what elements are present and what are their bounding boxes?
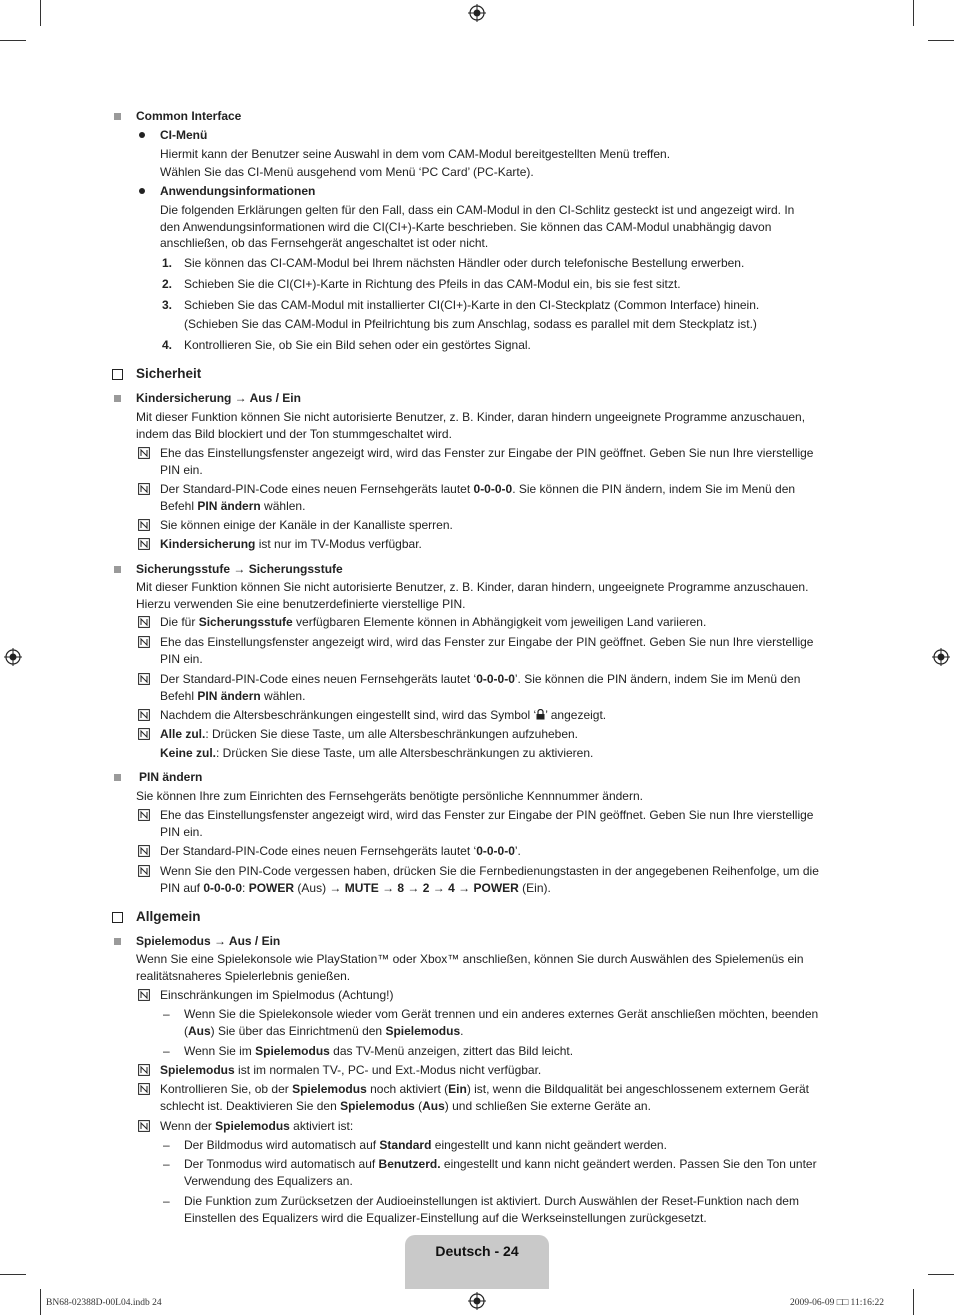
print-timestamp: 2009-06-09 □□ 11:16:22: [790, 1298, 884, 1308]
pin-note-2: Der Standard-PIN-Code eines neuen Fernsehgeräts lautet ‘0-0-0-0’.: [160, 844, 521, 858]
note-icon: [138, 1120, 150, 1132]
note-icon: [138, 989, 150, 1001]
note-icon: [138, 865, 150, 877]
note-icon: [138, 447, 150, 459]
spielemodus-text: Wenn Sie eine Spielekonsole wie PlayStation™ oder Xbox™ anschließen, können Sie durch Auswählen des Spielemenüs ein realitätsnaheres Spielerlebnis genießen.: [136, 952, 804, 983]
note-icon: [138, 1083, 150, 1095]
spiel-note-1: Einschränkungen im Spielmodus (Achtung!): [160, 988, 394, 1002]
note-icon: [138, 709, 150, 721]
crop-mark: [40, 0, 41, 26]
page-number: Deutsch - 24: [435, 1243, 519, 1259]
square-bullet-icon: [114, 113, 121, 120]
note-icon: [138, 538, 150, 550]
stufe-note-2: Ehe das Einstellungsfenster angezeigt wird, wird das Fenster zur Eingabe der PIN geöffnet. Geben Sie nun Ihre vierstellige PIN ein.: [160, 635, 814, 666]
pin-note-1: Ehe das Einstellungsfenster angezeigt wird, wird das Fenster zur Eingabe der PIN geöffnet. Geben Sie nun Ihre vierstellige PIN ein.: [160, 808, 814, 839]
note-icon: [138, 636, 150, 648]
registration-mark-icon: [468, 4, 486, 22]
spiel-note-4: Wenn der Spielemodus aktiviert ist:: [160, 1119, 354, 1133]
dash-bullet: –: [163, 1044, 170, 1058]
bullet-dot-icon: [139, 188, 145, 194]
note-icon: [138, 845, 150, 857]
note-icon: [138, 1064, 150, 1076]
checkbox-bullet-icon: [112, 369, 123, 380]
spiel-note-2: Spielemodus ist im normalen TV-, PC- und Ext.-Modus nicht verfügbar.: [160, 1063, 542, 1077]
section-heading-sicherheit: Sicherheit: [136, 366, 202, 381]
spiel-dash-5: Die Funktion zum Zurücksetzen der Audioeinstellungen ist aktiviert. Durch Auswählen der Reset-Funktion nach dem Einstellen des Equalizers wird die Equalizer-Einstellung auf die Werkseinstellungen zurückgesetzt.: [184, 1194, 799, 1225]
note-icon: [138, 809, 150, 821]
kinder-note-4: Kindersicherung ist nur im TV-Modus verfügbar.: [160, 537, 422, 551]
crop-mark: [913, 1289, 914, 1315]
step-text: Schieben Sie das CAM-Modul mit installierter CI(CI+)-Karte in den CI-Steckplatz (Common Interface) hinein.: [184, 298, 760, 312]
square-bullet-icon: [114, 395, 121, 402]
sicherungsstufe-title: Sicherungsstufe → Sicherungsstufe: [136, 562, 343, 576]
file-info: BN68-02388D-00L04.indb 24: [46, 1298, 162, 1308]
step-number: 4.: [162, 338, 173, 352]
crop-mark: [0, 1274, 26, 1275]
spiel-dash-2: Wenn Sie im Spielemodus das TV-Menü anzeigen, zittert das Bild leicht.: [184, 1044, 574, 1058]
app-info-title: Anwendungsinformationen: [160, 184, 316, 198]
pin-aendern-text: Sie können Ihre zum Einrichten des Fernsehgeräts benötigte persönliche Kennnummer ändern.: [136, 789, 643, 803]
pin-aendern-title: PIN ändern: [139, 770, 203, 784]
square-bullet-icon: [114, 566, 121, 573]
registration-mark-icon: [932, 648, 950, 666]
step-text: (Schieben Sie das CAM-Modul in Pfeilrichtung bis zum Anschlag, sodass es parallel mit dem Steckplatz ist.): [184, 317, 757, 331]
lock-icon: [536, 709, 545, 720]
section-heading-allgemein: Allgemein: [136, 909, 201, 924]
checkbox-bullet-icon: [112, 912, 123, 923]
dash-bullet: –: [163, 1138, 170, 1152]
step-number: 2.: [162, 277, 173, 291]
crop-mark: [0, 40, 26, 41]
crop-mark: [928, 1274, 954, 1275]
step-text: Kontrollieren Sie, ob Sie ein Bild sehen oder ein gestörtes Signal.: [184, 338, 531, 352]
sicherungsstufe-text: Mit dieser Funktion können Sie nicht autorisierte Benutzer, z. B. Kinder, daran hindern, ungeeignete Programme anzuschauen. Hierzu verwenden Sie eine benutzerdefinierte vierstellige PIN.: [136, 580, 809, 611]
note-icon: [138, 616, 150, 628]
step-text: Schieben Sie die CI(CI+)-Karte in Richtung des Pfeils in das CAM-Modul ein, bis sie fest sitzt.: [184, 277, 681, 291]
step-number: 1.: [162, 256, 173, 270]
square-bullet-icon: [114, 938, 121, 945]
stufe-note-1: Die für Sicherungsstufe verfügbaren Elemente können in Abhängigkeit vom jeweiligen Land variieren.: [160, 615, 707, 629]
stufe-note-5: Alle zul.: Drücken Sie diese Taste, um alle Altersbeschränkungen aufzuheben.: [160, 727, 579, 741]
stufe-note-3: Der Standard-PIN-Code eines neuen Fernsehgeräts lautet ‘0-0-0-0’. Sie können die PIN ändern, indem Sie im Menü den Befehl PIN ändern wählen.: [160, 672, 801, 703]
stufe-note-4: Nachdem die Altersbeschränkungen eingestellt sind, wird das Symbol ‘ ’ angezeigt.: [160, 708, 607, 722]
bullet-dot-icon: [139, 132, 145, 138]
spiel-dash-3: Der Bildmodus wird automatisch auf Standard eingestellt und kann nicht geändert werden.: [184, 1138, 667, 1152]
spiel-dash-1: Wenn Sie die Spielekonsole wieder vom Gerät trennen und ein anderes externes Gerät anschließen möchten, beenden (Aus) Sie über das Einrichtmenü den Spielemodus.: [184, 1007, 819, 1038]
dash-bullet: –: [163, 1157, 170, 1171]
registration-mark-icon: [468, 1292, 486, 1310]
page-number-tab: [405, 1235, 549, 1289]
spiel-dash-4: Der Tonmodus wird automatisch auf Benutzerd. eingestellt und kann nicht geändert werden. Passen Sie den Ton unter Verwendung des Equalizers an.: [184, 1157, 817, 1188]
step-text: Sie können das CI-CAM-Modul bei Ihrem nächsten Händler oder durch telefonische Bestellung erwerben.: [184, 256, 745, 270]
dash-bullet: –: [163, 1007, 170, 1021]
kinder-note-3: Sie können einige der Kanäle in der Kanalliste sperren.: [160, 518, 453, 532]
note-icon: [138, 673, 150, 685]
ci-menu-title: CI-Menü: [160, 128, 208, 142]
section-title-common-interface: Common Interface: [136, 109, 242, 123]
stufe-note-6: Keine zul.: Drücken Sie diese Taste, um alle Altersbeschränkungen zu aktivieren.: [160, 746, 594, 760]
step-number: 3.: [162, 298, 173, 312]
registration-mark-icon: [4, 648, 22, 666]
ci-menu-text-1: Hiermit kann der Benutzer seine Auswahl in dem vom CAM-Modul bereitgestellten Menü treffen.: [160, 147, 671, 161]
note-icon: [138, 483, 150, 495]
kinder-note-1: Ehe das Einstellungsfenster angezeigt wird, wird das Fenster zur Eingabe der PIN geöffnet. Geben Sie nun Ihre vierstellige PIN ein.: [160, 446, 814, 477]
spielemodus-title: Spielemodus → Aus / Ein: [136, 934, 281, 948]
spiel-note-3: Kontrollieren Sie, ob der Spielemodus noch aktiviert (Ein) ist, wenn die Bildqualität bei angeschlossenem externem Gerät schlecht ist. Deaktivieren Sie den Spielemodus (Aus) und schließen Sie externe Geräte an.: [160, 1082, 809, 1113]
ci-menu-text-2: Wählen Sie das CI-Menü ausgehend vom Menü ‘PC Card’ (PC-Karte).: [160, 165, 534, 179]
pin-note-3: Wenn Sie den PIN-Code vergessen haben, drücken Sie die Fernbedienungstasten in der angegebenen Reihenfolge, um die PIN auf 0-0-0-0: POWER (Aus) → MUTE → 8 → 2 → 4 → POWER (Ein).: [160, 864, 819, 895]
kindersicherung-text: Mit dieser Funktion können Sie nicht autorisierte Benutzer, z. B. Kinder, daran hindern ungeeignete Programme anzuschauen, indem das Bild blockiert und der Ton stummgeschaltet wird.: [136, 410, 806, 441]
note-icon: [138, 519, 150, 531]
dash-bullet: –: [163, 1194, 170, 1208]
crop-mark: [40, 1289, 41, 1315]
kindersicherung-title: Kindersicherung → Aus / Ein: [136, 391, 301, 405]
note-icon: [138, 728, 150, 740]
crop-mark: [928, 40, 954, 41]
crop-mark: [913, 0, 914, 26]
square-bullet-icon: [114, 774, 121, 781]
kinder-note-2: Der Standard-PIN-Code eines neuen Fernsehgeräts lautet 0-0-0-0. Sie können die PIN ändern, indem Sie im Menü den Befehl PIN ändern wählen.: [160, 482, 796, 513]
app-info-text: Die folgenden Erklärungen gelten für den Fall, dass ein CAM-Modul in den CI-Schlitz gesteckt ist und angezeigt wird. In den Anwendungsinformationen wird die CI(CI+)-Karte beschrieben. Sie können das CAM-Modul unabhängig davon anschließen, ob das Fernsehgerät angeschaltet ist oder nicht.: [160, 203, 795, 250]
